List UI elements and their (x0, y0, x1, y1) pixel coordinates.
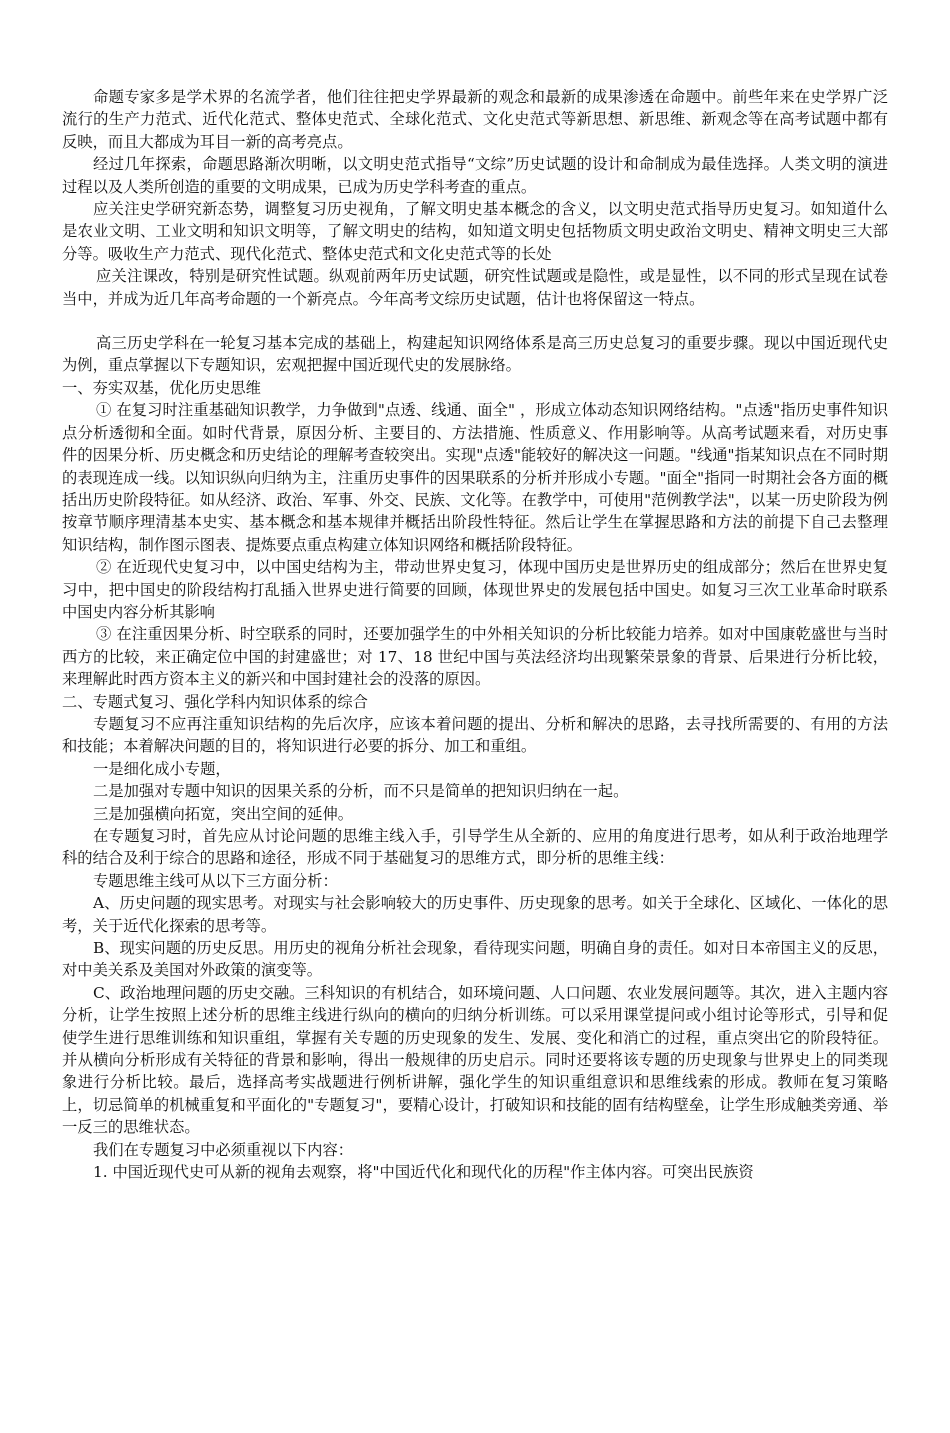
paragraph-1: 命题专家多是学术界的名流学者，他们往往把史学界最新的观念和最新的成果渗透在命题中。前些年来在史学界广泛流行的生产力范式、近代化范式、整体史范式、全球化范式、文化史范式等新思想、新思维、新观念等在高考试题中都有反映，而且大都成为耳目一新的高考亮点。 (62, 88, 888, 151)
section-heading-2: 二、专题式复习、强化学科内知识体系的综合 (62, 692, 368, 711)
section-heading-1: 一、夯实双基，优化历史思维 (62, 378, 261, 397)
paragraph-8: ③ 在注重因果分析、时空联系的同时，还要加强学生的中外相关知识的分析比较能力培养。如对中国康乾盛世与当时西方的比较，来正确定位中国的封建盛世；对 17、18 世纪中国与英法经济均出现繁荣景象的背景、后果进行分析比较，来理解此时西方资本主义的新兴和中国封建社会的没落的原因。 (62, 625, 888, 689)
paragraph-10: 一是细化成小专题， (93, 759, 231, 778)
paragraph-6: ① 在复习时注重基础知识教学，力争做到"点透、线通、面全" ，形成立体动态知识网络结构。"点透"指历史事件知识点分析透彻和全面。如时代背景，原因分析、主要目的、方法措施、性质意义、作用影响等。从高考试题来看，对历史事件的因果分析、历史概念和历史结论的理解考查较突出。实现"点透"能较好的解决这一问题。"线通"指某知识点在不同时期的表现连成一线。以知识纵向归纳为主，注重历史事件的因果联系的分析并形成小专题。"面全"指同一时期社会各方面的概括出历史阶段特征。如从经济、政治、军事、外交、民族、文化等。在教学中，可使用"范例教学法"，以某一历史阶段为例按章节顺序理清基本史实、基本概念和基本规律并概括出阶段性特征。然后让学生在掌握思路和方法的前提下自己去整理知识结构，制作图示图表、提炼要点重点构建立体知识网络和概括阶段特征。 (62, 401, 888, 554)
paragraph-2: 经过几年探索，命题思路渐次明晰，以文明史范式指导“文综”历史试题的设计和命制成为最佳选择。人类文明的演进过程以及人类所创造的重要的文明成果，已成为历史学科考查的重点。 (62, 155, 888, 196)
paragraph-7: ② 在近现代史复习中，以中国史结构为主，带动世界史复习，体现中国历史是世界历史的组成部分；然后在世界史复习中，把中国史的阶段结构打乱插入世界史进行简要的回顾，体现世界史的发展包括中国史。如复习三次工业革命时联系中国史内容分析其影响 (62, 558, 888, 621)
document-body (62, 86, 888, 1184)
paragraph-5: 高三历史学科在一轮复习基本完成的基础上，构建起知识网络体系是高三历史总复习的重要步骤。现以中国近现代史为例，重点掌握以下专题知识，宏观把握中国近现代史的发展脉络。 (62, 334, 888, 375)
paragraph-9: 专题复习不应再注重知识结构的先后次序，应该本着问题的提出、分析和解决的思路，去寻找所需要的、有用的方法和技能；本着解决问题的目的，将知识进行必要的拆分、加工和重组。 (62, 714, 888, 756)
paragraph-13: 在专题复习时，首先应从讨论问题的思维主线入手，引导学生从全新的、应用的角度进行思考，如从利于政治地理学科的结合及利于综合的思路和途径，形成不同于基础复习的思维方式，即分析的思维主线： (62, 827, 888, 868)
paragraph-15: A、历史问题的现实思考。对现实与社会影响较大的历史事件、历史现象的思考。如关于全球化、区域化、一体化的思考，关于近代化探索的思考等。 (62, 894, 888, 935)
paragraph-14: 专题思维主线可从以下三方面分析： (93, 871, 338, 890)
blank-line (62, 310, 888, 332)
paragraph-3: 应关注史学研究新态势，调整复习历史视角，了解文明史基本概念的含义，以文明史范式指导历史复习。如知道什么是农业文明、工业文明和知识文明等，了解文明史的结构，如知道文明史包括物质文明史政治文明史、精神文明史三大部分等。吸收生产力范式、现代化范式、整体史范式和文化史范式等的长处 (62, 200, 888, 263)
paragraph-17: C、政治地理问题的历史交融。三科知识的有机结合，如环境问题、人口问题、农业发展问题等。其次，进入主题内容分析，让学生按照上述分析的思维主线进行纵向的横向的归纳分析训练。可以采用课堂提问或小组讨论等形式，引导和促使学生进行思维训练和知识重组，掌握有关专题的历史现象的发生、发展、变化和消亡的过程，重点突出它的阶段特征。并从横向分析形成有关特征的背景和影响，得出一般规律的历史启示。同时还要将该专题的历史现象与世界史上的同类现象进行分析比较。最后，选择高考实战题进行例析讲解，强化学生的知识重组意识和思维线索的形成。教师在复习策略上，切忌简单的机械重复和平面化的"专题复习"，要精心设计，打破知识和技能的固有结构壁垒，让学生形成触类旁通、举一反三的思维状态。 (62, 983, 888, 1137)
paragraph-11: 二是加强对专题中知识的因果关系的分析，而不只是简单的把知识归纳在一起。 (93, 782, 629, 801)
paragraph-19: 1. 中国近现代史可从新的视角去观察，将"中国近代化和现代化的历程"作主体内容。可突出民族资 (93, 1163, 754, 1182)
paragraph-16: B、现实问题的历史反思。用历史的视角分析社会现象，看待现实问题，明确自身的责任。如对日本帝国主义的反思，对中美关系及美国对外政策的演变等。 (62, 939, 888, 980)
paragraph-12: 三是加强横向拓宽，突出空间的延伸。 (93, 804, 354, 823)
paragraph-4: 应关注课改，特别是研究性试题。纵观前两年历史试题，研究性试题或是隐性，或是显性，以不同的形式呈现在试卷当中，并成为近几年高考命题的一个新亮点。今年高考文综历史试题，估计也将保留这一特点。 (62, 267, 888, 308)
paragraph-18: 我们在专题复习中必须重视以下内容： (93, 1140, 354, 1159)
